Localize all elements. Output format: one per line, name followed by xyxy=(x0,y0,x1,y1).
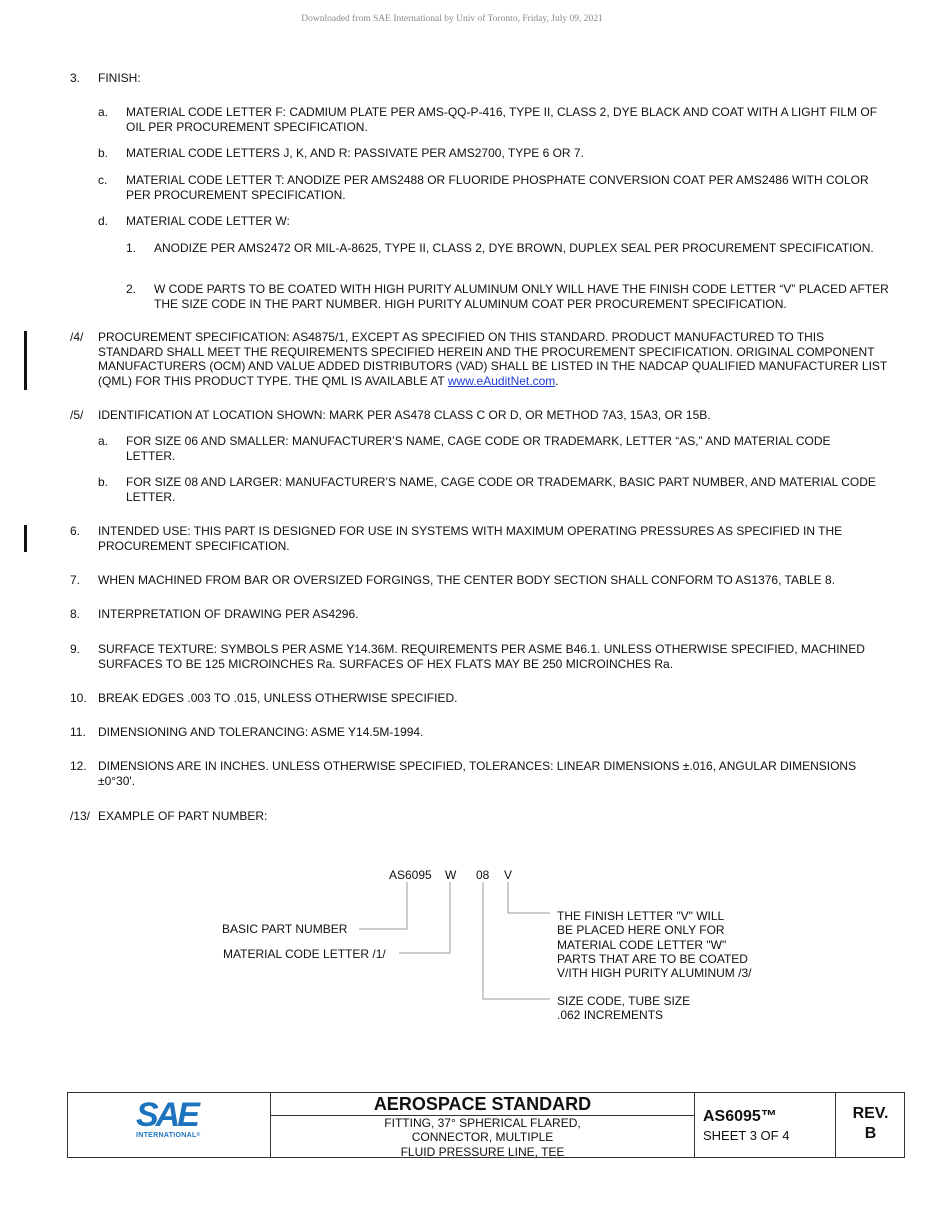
part-material-letter: W xyxy=(445,868,457,882)
material-code-label: MATERIAL CODE LETTER /1/ xyxy=(223,947,386,961)
note-text-body: PROCUREMENT SPECIFICATION: AS4875/1, EXCEPT AS SPECIFIED ON THIS STANDARD. PRODUCT MANUFACTURED TO THIS STANDARD SHALL MEET THE REQUIREMENTS SPECIFIED HEREIN AND THE PROCUREMENT SPECIFICATION. ORIGINAL COMPONENT MANUFACTURERS (OCM) AND VALUE ADDED DISTRIBUTORS (VAD) SHALL BE LISTED IN THE NADCAP QUALIFIED MANUFACTURER LIST (QML) FOR THIS PRODUCT TYPE. THE QML IS AVAILABLE AT xyxy=(98,330,888,388)
revision-cell xyxy=(836,1093,905,1157)
sae-logo-letters: SAE xyxy=(136,1096,197,1134)
finish-letter-callout xyxy=(557,909,751,980)
note-text: EXAMPLE OF PART NUMBER: xyxy=(98,809,268,823)
note-text: INTENDED USE: THIS PART IS DESIGNED FOR USE IN SYSTEMS WITH MAXIMUM OPERATING PRESSURES AS SPECIFIED IN THE PROCUREMENT SPECIFICATION. xyxy=(98,524,843,553)
leader-finish-letter xyxy=(508,882,550,913)
document-number-cell xyxy=(695,1093,836,1157)
callout-line: BE PLACED HERE ONLY FOR xyxy=(557,923,725,938)
logo-cell xyxy=(68,1093,271,1157)
note-number: a. xyxy=(98,434,109,448)
note-number: 9. xyxy=(70,642,81,656)
revision-label: REV. xyxy=(852,1105,889,1122)
note-text: IDENTIFICATION AT LOCATION SHOWN: MARK PER AS478 CLASS C OR D, OR METHOD 7A3, 15A3, OR 15B. xyxy=(98,408,711,422)
note-number: 7. xyxy=(70,573,81,587)
note-number: d. xyxy=(98,214,109,228)
note-number: a. xyxy=(98,105,109,119)
part-description xyxy=(271,1116,694,1159)
title-cell xyxy=(271,1093,695,1157)
note-text: BREAK EDGES .003 TO .015, UNLESS OTHERWISE SPECIFIED. xyxy=(98,691,458,705)
note-text: WHEN MACHINED FROM BAR OR OVERSIZED FORGINGS, THE CENTER BODY SECTION SHALL CONFORM TO AS1376, TABLE 8. xyxy=(98,573,836,587)
note-number: 6. xyxy=(70,524,81,538)
note-text: MATERIAL CODE LETTER T: ANODIZE PER AMS2488 OR FLUORIDE PHOSPHATE CONVERSION COAT PER AMS2486 WITH COLOR PER PROCUREMENT SPECIFICATION. xyxy=(126,173,869,202)
note-text: MATERIAL CODE LETTERS J, K, AND R: PASSIVATE PER AMS2700, TYPE 6 OR 7. xyxy=(126,146,584,160)
callout-line: .062 INCREMENTS xyxy=(557,1008,664,1023)
leader-basic-part xyxy=(359,882,407,929)
note-number: 12. xyxy=(70,759,87,773)
description-line: CONNECTOR, MULTIPLE xyxy=(411,1130,554,1145)
note-text: FOR SIZE 06 AND SMALLER: MANUFACTURER’S NAME, CAGE CODE OR TRADEMARK, LETTER “AS,” AND MATERIAL CODE LETTER. xyxy=(126,434,831,463)
callout-line: V/ITH HIGH PURITY ALUMINUM /3/ xyxy=(557,966,752,981)
note-number: 2. xyxy=(126,282,137,296)
description-line: FLUID PRESSURE LINE, TEE xyxy=(400,1144,565,1159)
note-text: FOR SIZE 08 AND LARGER: MANUFACTURER’S NAME, CAGE CODE OR TRADEMARK, BASIC PART NUMBER, AND MATERIAL CODE LETTER. xyxy=(126,475,876,504)
revision-value: B xyxy=(864,1125,877,1142)
note-text: MATERIAL CODE LETTER W: xyxy=(126,214,290,228)
note-number: /5/ xyxy=(70,408,84,422)
leader-size-code xyxy=(483,882,550,999)
note-text: DIMENSIONING AND TOLERANCING: ASME Y14.5M-1994. xyxy=(98,725,424,739)
note-text: W CODE PARTS TO BE COATED WITH HIGH PURITY ALUMINUM ONLY WILL HAVE THE FINISH CODE LETTER “V” PLACED AFTER THE SIZE CODE IN THE PART NUMBER. HIGH PURITY ALUMINUM COAT PER PROCUREMENT SPECIFICATION. xyxy=(154,282,889,311)
note-number: b. xyxy=(98,146,109,160)
title-block xyxy=(67,1092,905,1158)
note-text: SURFACE TEXTURE: SYMBOLS PER ASME Y14.36M. REQUIREMENTS PER ASME B46.1. UNLESS OTHERWISE SPECIFIED, MACHINED SURFACES TO BE 125 MICROINCHES Ra. SURFACES OF HEX FLATS MAY BE 250 MICROINCHES Ra. xyxy=(98,642,865,671)
note-text: MATERIAL CODE LETTER F: CADMIUM PLATE PER AMS-QQ-P-416, TYPE II, CLASS 2, DYE BLACK AND COAT WITH A LIGHT FILM OF OIL PER PROCUREMENT SPECIFICATION. xyxy=(126,105,878,134)
sheet-number: SHEET 3 OF 4 xyxy=(703,1128,790,1143)
note-number: /13/ xyxy=(70,809,91,823)
description-line: FITTING, 37° SPHERICAL FLARED, xyxy=(384,1116,581,1130)
note-text-tail: . xyxy=(555,373,559,388)
callout-line: PARTS THAT ARE TO BE COATED xyxy=(557,951,748,966)
sae-logo-subtitle: INTERNATIONAL® xyxy=(136,1132,201,1139)
standard-heading: AEROSPACE STANDARD xyxy=(271,1093,694,1116)
note-number: 11. xyxy=(70,725,86,739)
note-text: INTERPRETATION OF DRAWING PER AS4296. xyxy=(98,607,359,621)
note-number: 3. xyxy=(70,71,81,85)
sae-logo xyxy=(136,1096,216,1139)
part-base-number: AS6095 xyxy=(389,868,432,882)
note-number: c. xyxy=(98,173,108,187)
callout-line: SIZE CODE, TUBE SIZE xyxy=(557,994,691,1008)
document-number: AS6095™ xyxy=(703,1108,777,1125)
eauditnet-link[interactable]: www.eAuditNet.com xyxy=(447,373,556,388)
part-finish-letter: V xyxy=(504,868,513,882)
part-size-code: 08 xyxy=(476,868,490,882)
note-number: /4/ xyxy=(70,330,84,344)
callout-line: MATERIAL CODE LETTER "W" xyxy=(557,937,727,952)
download-watermark: Downloaded from SAE International by Univ of Toronto, Friday, July 09, 2021 xyxy=(301,14,603,24)
note-text: FINISH: xyxy=(98,71,141,85)
note-number: 10. xyxy=(70,691,87,705)
basic-part-number-label: BASIC PART NUMBER xyxy=(222,922,348,936)
note-text: DIMENSIONS ARE IN INCHES. UNLESS OTHERWISE SPECIFIED, TOLERANCES: LINEAR DIMENSIONS ±.016, ANGULAR DIMENSIONS ±0°30'. xyxy=(98,759,857,788)
note-number: 1. xyxy=(126,241,137,255)
note-text: ANODIZE PER AMS2472 OR MIL-A-8625, TYPE II, CLASS 2, DYE BROWN, DUPLEX SEAL PER PROCUREMENT SPECIFICATION. xyxy=(154,241,874,255)
note-number: 8. xyxy=(70,607,81,621)
callout-line: THE FINISH LETTER "V" WILL xyxy=(557,909,725,923)
size-code-callout xyxy=(557,994,690,1023)
note-number: b. xyxy=(98,475,109,489)
